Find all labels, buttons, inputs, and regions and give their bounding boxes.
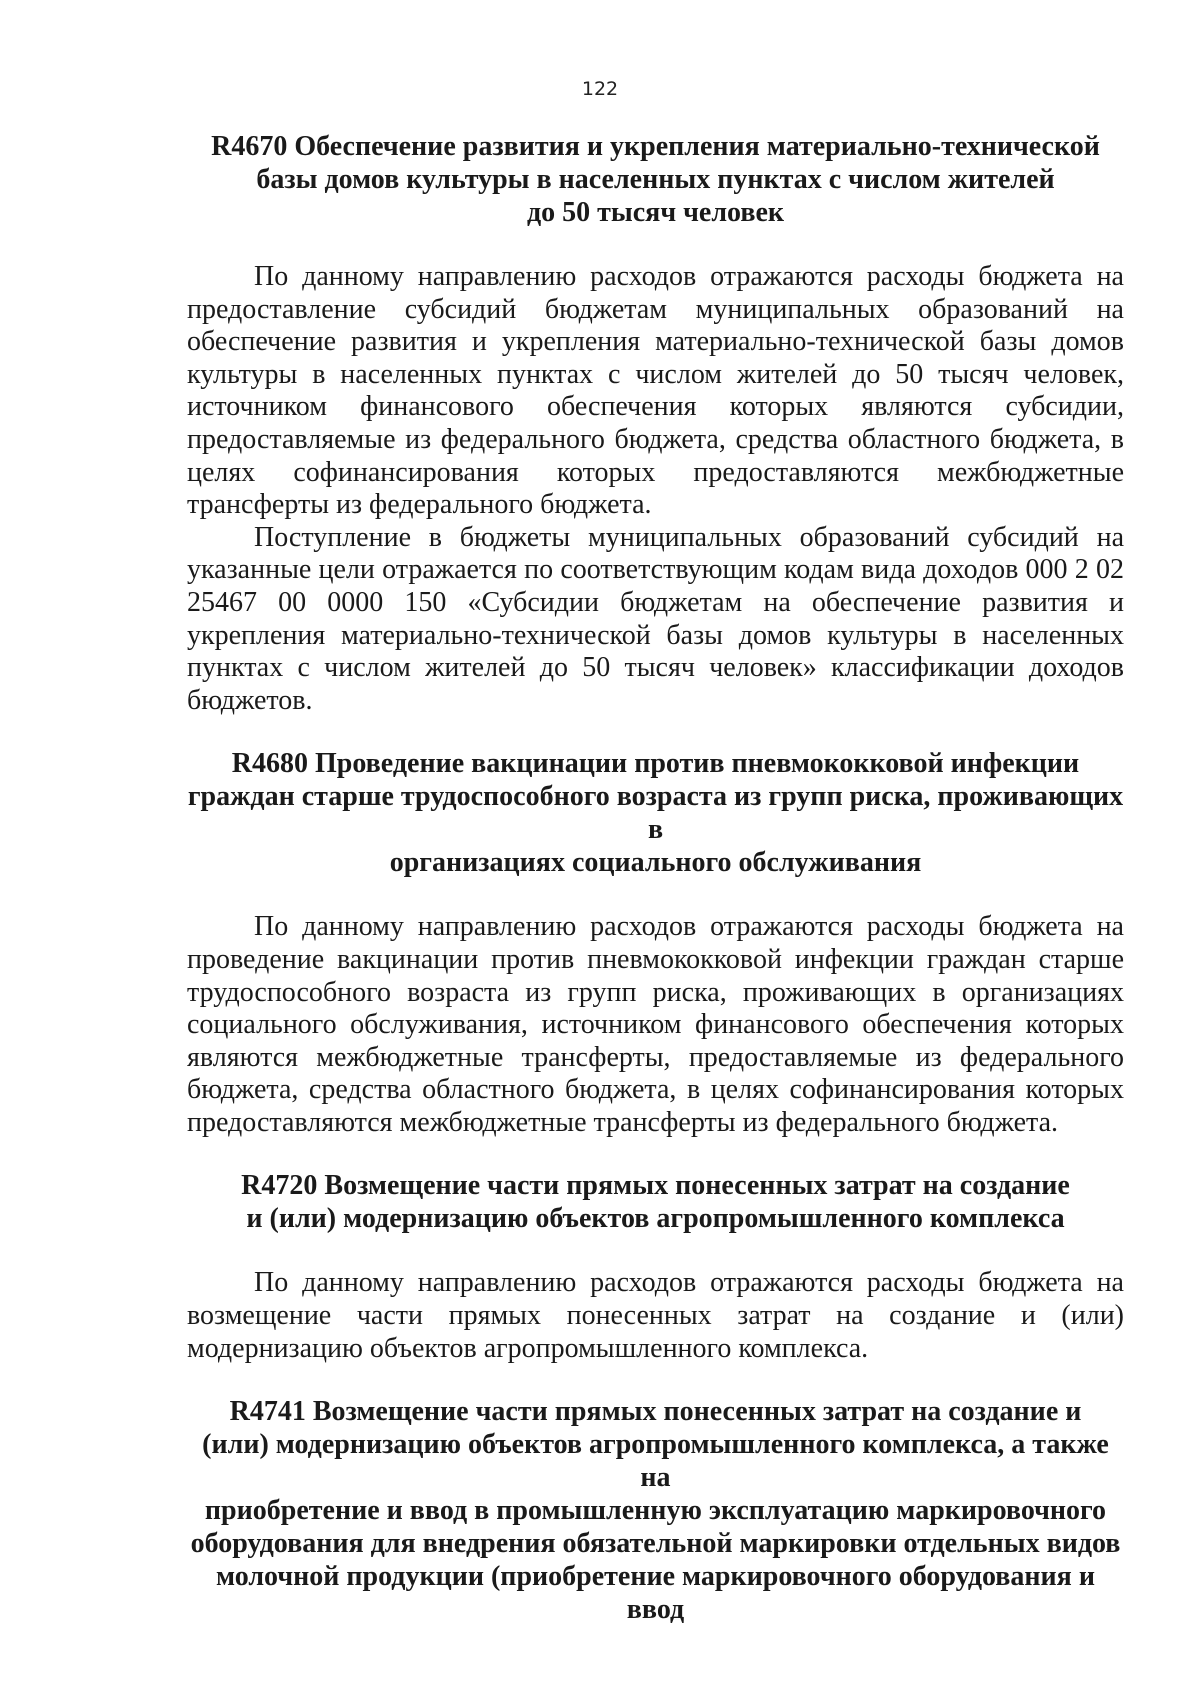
heading-line: молочной продукции (приобретение маркировочного оборудования и ввод <box>216 1561 1095 1626</box>
section-r4670 <box>187 130 1124 717</box>
heading-line: граждан старше трудоспособного возраста из групп риска, проживающих в <box>187 781 1124 846</box>
section-r4741 <box>187 1395 1124 1626</box>
section-r4680 <box>187 747 1124 1139</box>
section-heading <box>187 1395 1124 1626</box>
document-body <box>187 130 1124 1626</box>
section-heading <box>187 130 1124 229</box>
section-heading <box>187 747 1124 879</box>
heading-line: R4670 Обеспечение развития и укрепления материально-технической <box>211 131 1100 162</box>
heading-line: R4741 Возмещение части прямых понесенных затрат на создание и <box>229 1396 1082 1428</box>
paragraph: По данному направлению расходов отражаются расходы бюджета на проведение вакцинации против пневмококковой инфекции граждан старше трудоспособного возраста из групп риска, проживающих в организациях социального обслуживания, источником финансового обеспечения которых являются межбюджетные трансферты, предоставляемые из федерального бюджета, средства областного бюджета, в целях софинансирования которых предоставляются межбюджетные трансферты из федерального бюджета. <box>187 911 1124 1138</box>
paragraph: По данному направлению расходов отражаются расходы бюджета на предоставление субсидий бюджетам муниципальных образований на обеспечение развития и укрепления материально-технической базы домов культуры в населенных пунктах с числом жителей до 50 тысяч человек, источником финансового обеспечения которых являются субсидии, предоставляемые из федерального бюджета, средства областного бюджета, в целях софинансирования которых предоставляются межбюджетные трансферты из федерального бюджета. <box>187 261 1124 521</box>
paragraph: По данному направлению расходов отражаются расходы бюджета на возмещение части прямых понесенных затрат на создание и (или) модернизацию объектов агропромышленного комплекса. <box>187 1267 1124 1364</box>
heading-line: (или) модернизацию объектов агропромышленного комплекса, а также на <box>202 1429 1109 1494</box>
section-heading <box>187 1169 1124 1235</box>
heading-line: приобретение и ввод в промышленную эксплуатацию маркировочного <box>204 1495 1107 1527</box>
heading-line: и (или) модернизацию объектов агропромышленного комплекса <box>246 1203 1065 1235</box>
section-r4720 <box>187 1169 1124 1365</box>
heading-line: до 50 тысяч человек <box>526 197 785 228</box>
heading-line: организациях социального обслуживания <box>389 847 922 879</box>
heading-line: базы домов культуры в населенных пунктах с числом жителей <box>256 164 1055 195</box>
heading-line: оборудования для внедрения обязательной маркировки отдельных видов <box>190 1528 1121 1560</box>
heading-line: R4680 Проведение вакцинации против пневмококковой инфекции <box>231 748 1080 780</box>
heading-line: R4720 Возмещение части прямых понесенных затрат на создание <box>241 1170 1070 1202</box>
page-number: 122 <box>581 78 619 100</box>
paragraph: Поступление в бюджеты муниципальных образований субсидий на указанные цели отражается по соответствующим кодам вида доходов 000 2 02 25467 00 0000 150 «Субсидии бюджетам на обеспечение развития и укрепления материально-технической базы домов культуры в населенных пунктах с числом жителей до 50 тысяч человек» классификации доходов бюджетов. <box>187 521 1124 716</box>
